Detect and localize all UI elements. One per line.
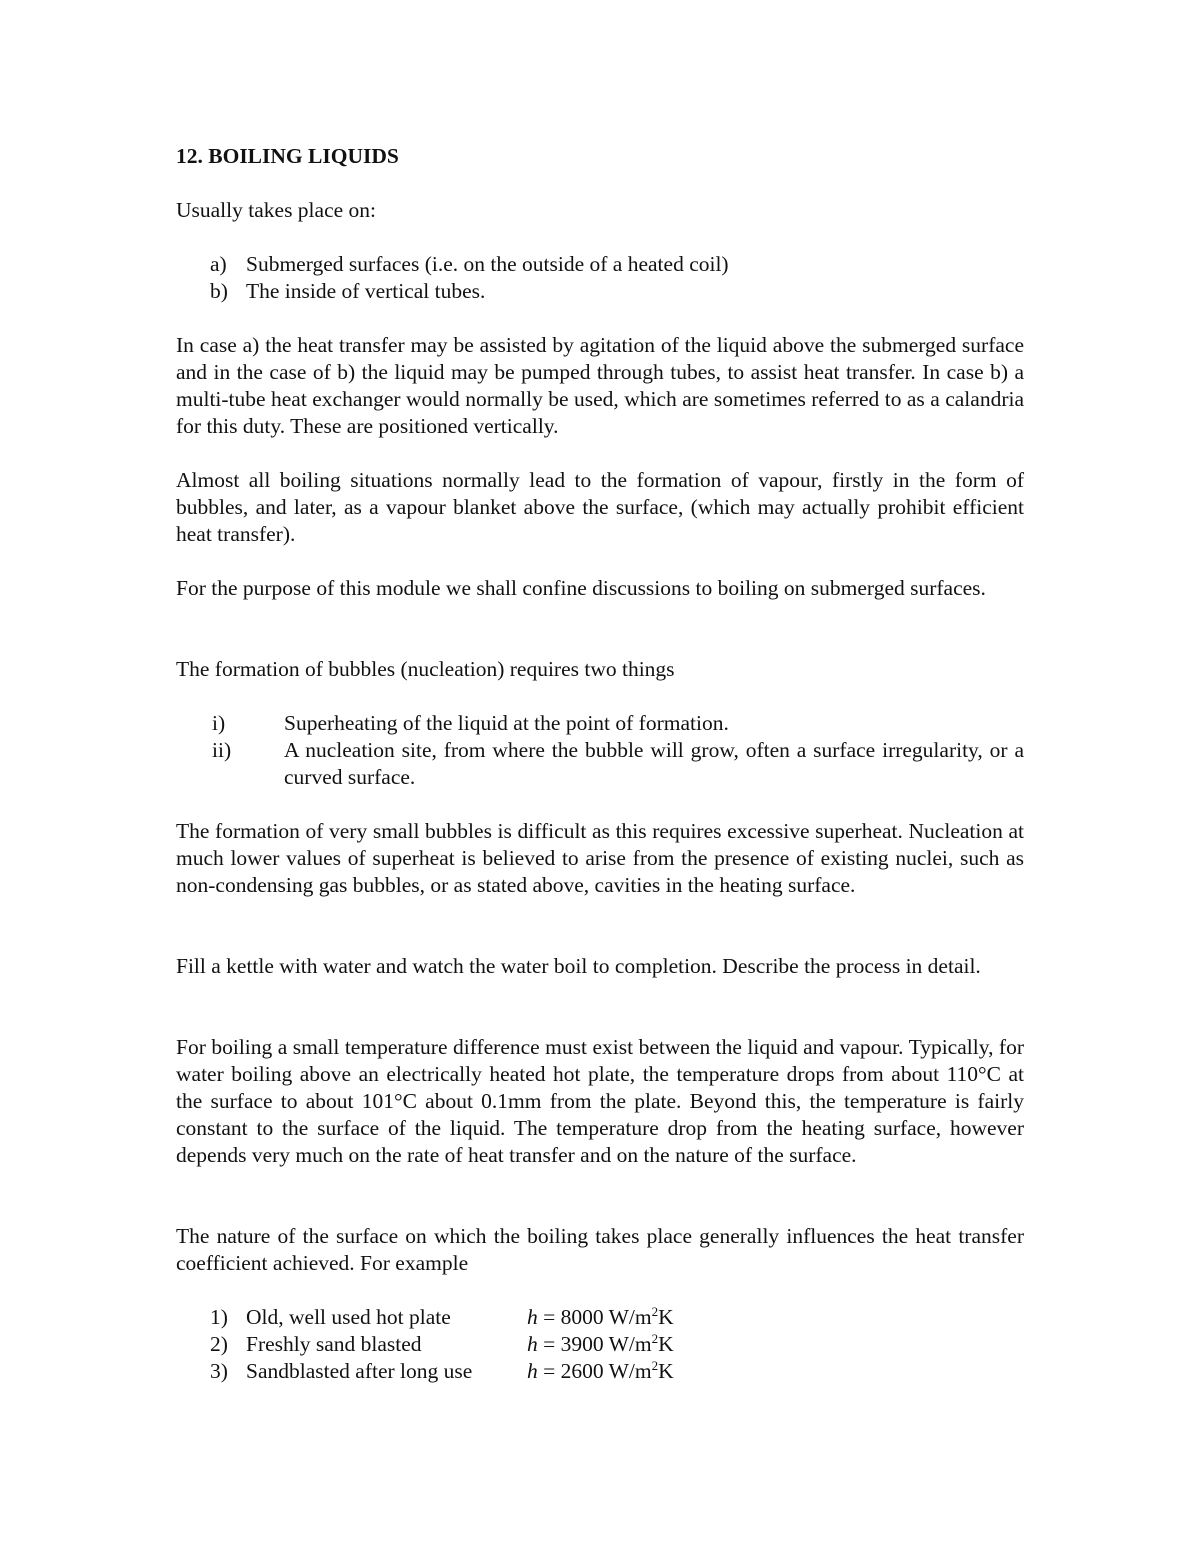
value-unit: W/m <box>608 1332 652 1356</box>
paragraph-temperature: For boiling a small temperature difference must exist between the liquid and vapour. Typically, for water boiling above an electrically heated hot plate, the temperature drops from about 110°C at the surface to about 101°C about 0.1mm from the plate. Beyond this, the temperature is fairly constant to the surface of the liquid. The temperature drop from the heating surface, however depends very much on the rate of heat transfer and on the nature of the surface. <box>176 1035 1024 1167</box>
list-item <box>176 278 1024 305</box>
section-heading: 12. BOILING LIQUIDS <box>176 144 399 168</box>
value-number: 3900 <box>560 1332 604 1356</box>
list-item <box>176 251 1024 278</box>
paragraph-nucleation-intro: The formation of bubbles (nucleation) requires two things <box>176 657 675 681</box>
examples-list <box>176 1304 1024 1385</box>
paragraph-purpose: For the purpose of this module we shall confine discussions to boiling on submerged surfaces. <box>176 576 986 600</box>
list-item-text: The inside of vertical tubes. <box>246 279 486 303</box>
symbol: h <box>527 1332 538 1356</box>
list-item <box>176 1331 1024 1358</box>
requirements-list <box>176 710 1024 791</box>
list-marker: i) <box>212 711 226 735</box>
value-unit-end: K <box>658 1359 674 1383</box>
equals-sign: = <box>537 1359 561 1383</box>
value-unit-end: K <box>658 1332 674 1356</box>
list-item-text: A nucleation site, from where the bubble will grow, often a surface irregularity, or a curved surface. <box>284 738 1024 789</box>
intro-text: Usually takes place on: <box>176 198 377 222</box>
unit-exponent: 2 <box>651 1304 659 1319</box>
list-item-text: Superheating of the liquid at the point of formation. <box>284 711 729 735</box>
paragraph-vapour: Almost all boiling situations normally lead to the formation of vapour, firstly in the form of bubbles, and later, as a vapour blanket above the surface, (which may actually prohibit efficient heat transfer). <box>176 468 1024 546</box>
value-unit: W/m <box>608 1305 652 1329</box>
list-marker: 3) <box>210 1359 228 1383</box>
list-marker: a) <box>210 252 227 276</box>
paragraph-case: In case a) the heat transfer may be assisted by agitation of the liquid above the submerged surface and in the case of b) the liquid may be pumped through tubes, to assist heat transfer. In case b) a multi-tube heat exchanger would normally be used, which are sometimes referred to as a calandria for this duty. These are positioned vertically. <box>176 333 1024 438</box>
paragraph-surface: The nature of the surface on which the boiling takes place generally influences the heat transfer coefficient achieved. For example <box>176 1224 1024 1275</box>
symbol: h <box>527 1305 538 1329</box>
value-number: 8000 <box>560 1305 604 1329</box>
list-item <box>176 737 1024 791</box>
symbol: h <box>527 1359 538 1383</box>
equals-sign: = <box>537 1305 561 1329</box>
paragraph-kettle: Fill a kettle with water and watch the water boil to completion. Describe the process in detail. <box>176 954 981 978</box>
value-unit-end: K <box>658 1305 674 1329</box>
list-item <box>176 1358 1024 1385</box>
list-marker: b) <box>210 279 228 303</box>
example-value <box>527 1358 674 1385</box>
example-name: Freshly sand blasted <box>246 1332 422 1356</box>
locations-list <box>176 251 1024 305</box>
example-value <box>527 1304 674 1331</box>
list-item-text: Submerged surfaces (i.e. on the outside of a heated coil) <box>246 252 729 276</box>
list-marker: 1) <box>210 1305 228 1329</box>
example-name: Sandblasted after long use <box>246 1359 473 1383</box>
list-marker: 2) <box>210 1332 228 1356</box>
value-number: 2600 <box>560 1359 604 1383</box>
equals-sign: = <box>537 1332 561 1356</box>
list-marker: ii) <box>212 738 232 762</box>
example-value <box>527 1331 674 1358</box>
list-item <box>176 1304 1024 1331</box>
list-item <box>176 710 1024 737</box>
unit-exponent: 2 <box>651 1358 659 1373</box>
value-unit: W/m <box>608 1359 652 1383</box>
unit-exponent: 2 <box>651 1331 659 1346</box>
example-name: Old, well used hot plate <box>246 1305 451 1329</box>
paragraph-small-bubbles: The formation of very small bubbles is difficult as this requires excessive superheat. Nucleation at much lower values of superheat is believed to arise from the presence of existing nuclei, such as non-condensing gas bubbles, or as stated above, cavities in the heating surface. <box>176 819 1024 897</box>
